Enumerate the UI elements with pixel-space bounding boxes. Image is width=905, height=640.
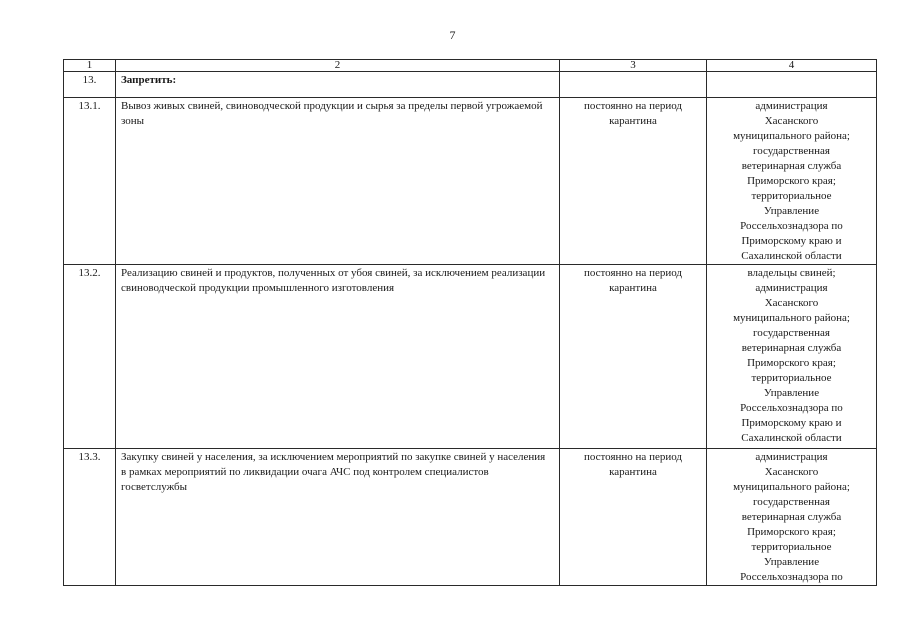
responsible-line: Россельхознадзора по (740, 402, 843, 414)
section-number: 13. (64, 72, 116, 98)
responsible-line: администрация (755, 282, 828, 294)
responsible-line: государственная (753, 145, 830, 157)
responsible-line: муниципального района; (733, 312, 850, 324)
row-responsible (707, 449, 877, 586)
row-measure: Вывоз живых свиней, свиноводческой продукции и сырья за пределы первой угрожаемой зоны (116, 98, 560, 265)
responsible-line: территориальное (751, 372, 832, 384)
row-measure: Реализацию свиней и продуктов, полученных от убоя свиней, за исключением реализации свиноводческой продукции промышленного изготовления (116, 265, 560, 449)
responsible-line: государственная (753, 327, 830, 339)
row-term: постоянно на период карантина (560, 98, 707, 265)
empty-cell (560, 72, 707, 98)
responsible-line: администрация (755, 451, 828, 463)
responsible-line: муниципального района; (733, 481, 850, 493)
column-numbers-row (64, 60, 877, 72)
responsible-line: Сахалинской области (741, 432, 842, 444)
responsible-line: Приморскому краю и (741, 235, 842, 247)
responsible-line: территориальное (751, 541, 832, 553)
row-number: 13.1. (64, 98, 116, 265)
responsible-line: Россельхознадзора по (740, 220, 843, 232)
row-responsible (707, 98, 877, 265)
responsible-line: администрация (755, 100, 828, 112)
column-number-1: 1 (64, 60, 116, 72)
responsible-line: Управление (763, 387, 820, 399)
responsible-line: Приморскому краю и (741, 417, 842, 429)
measures-table (63, 59, 877, 586)
section-title: Запретить: (116, 72, 560, 98)
responsible-line: владельцы свиней; (747, 267, 836, 279)
responsible-line: Хасанского (764, 466, 819, 478)
row-number: 13.2. (64, 265, 116, 449)
responsible-line: ветеринарная служба (741, 511, 842, 523)
column-number-3: 3 (560, 60, 707, 72)
responsible-line: Хасанского (764, 115, 819, 127)
responsible-line: Приморского края; (747, 175, 836, 187)
responsible-line: ветеринарная служба (741, 342, 842, 354)
column-number-4: 4 (707, 60, 877, 72)
row-term: постоянно на период карантина (560, 449, 707, 586)
row-number: 13.3. (64, 449, 116, 586)
section-row (64, 72, 877, 98)
row-measure: Закупку свиней у населения, за исключением мероприятий по закупке свиней у населения в рамках мероприятий по ликвидации очага АЧС под контролем специалистов госветслужбы (116, 449, 560, 586)
responsible-line: Хасанского (764, 297, 819, 309)
responsible-line: территориальное (751, 190, 832, 202)
table-row (64, 98, 877, 265)
responsible-line: Приморского края; (747, 526, 836, 538)
responsible-line: Приморского края; (747, 357, 836, 369)
responsible-line: Сахалинской области (741, 250, 842, 262)
row-term: постоянно на период карантина (560, 265, 707, 449)
responsible-line: муниципального района; (733, 130, 850, 142)
empty-cell (707, 72, 877, 98)
responsible-line: государственная (753, 496, 830, 508)
page-number: 7 (449, 28, 456, 42)
responsible-line: Управление (763, 205, 820, 217)
responsible-line: ветеринарная служба (741, 160, 842, 172)
row-responsible (707, 265, 877, 449)
table-row (64, 265, 877, 449)
column-number-2: 2 (116, 60, 560, 72)
responsible-line: Управление (763, 556, 820, 568)
table-row (64, 449, 877, 586)
responsible-line: Россельхознадзора по (740, 571, 843, 583)
